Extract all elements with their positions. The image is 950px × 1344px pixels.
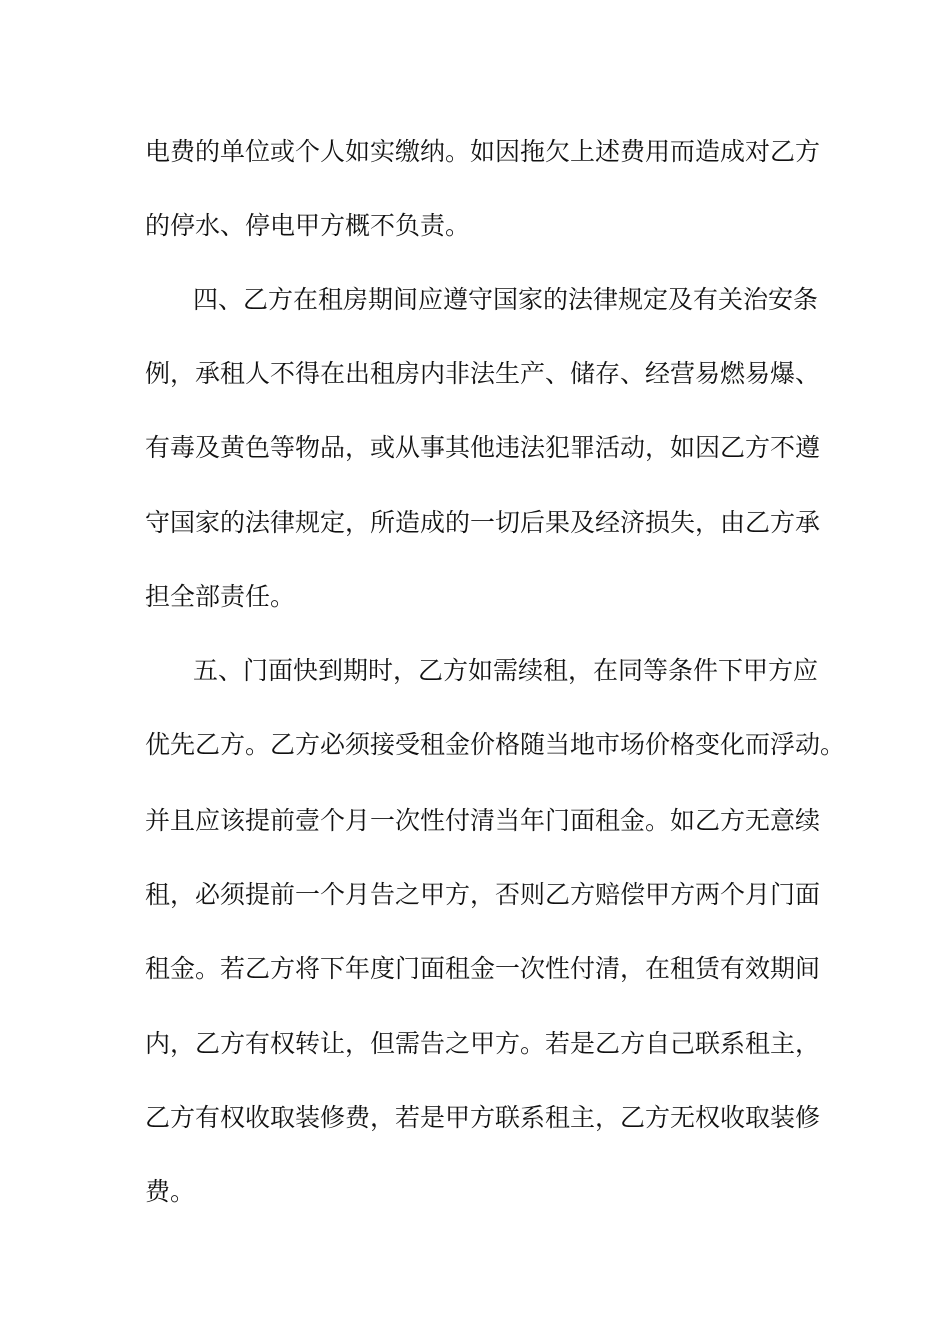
text-line: 优先乙方。乙方必须接受租金价格随当地市场价格变化而浮动。 xyxy=(145,730,846,759)
paragraph-start-line: 五、门面快到期时，乙方如需续租，在同等条件下甲方应 xyxy=(193,656,819,685)
text-line: 守国家的法律规定，所造成的一切后果及经济损失，由乙方承 xyxy=(145,508,821,537)
text-line: 租金。若乙方将下年度门面租金一次性付清，在租赁有效期间 xyxy=(145,954,821,983)
text-line: 并且应该提前壹个月一次性付清当年门面租金。如乙方无意续 xyxy=(145,806,821,835)
text-line: 乙方有权收取装修费，若是甲方联系租主，乙方无权收取装修 xyxy=(145,1103,821,1132)
text-line: 电费的单位或个人如实缴纳。如因拖欠上述费用而造成对乙方 xyxy=(145,137,821,166)
text-line: 例，承租人不得在出租房内非法生产、储存、经营易燃易爆、 xyxy=(145,359,821,388)
text-line: 租，必须提前一个月告之甲方，否则乙方赔偿甲方两个月门面 xyxy=(145,880,821,909)
text-line: 内，乙方有权转让，但需告之甲方。若是乙方自己联系租主， xyxy=(145,1029,821,1058)
text-line: 有毒及黄色等物品，或从事其他违法犯罪活动，如因乙方不遵 xyxy=(145,433,821,462)
text-line: 的停水、停电甲方概不负责。 xyxy=(145,211,471,240)
text-line: 担全部责任。 xyxy=(145,582,296,611)
text-line: 费。 xyxy=(145,1177,196,1206)
paragraph-start-line: 四、乙方在租房期间应遵守国家的法律规定及有关治安条 xyxy=(193,285,819,314)
